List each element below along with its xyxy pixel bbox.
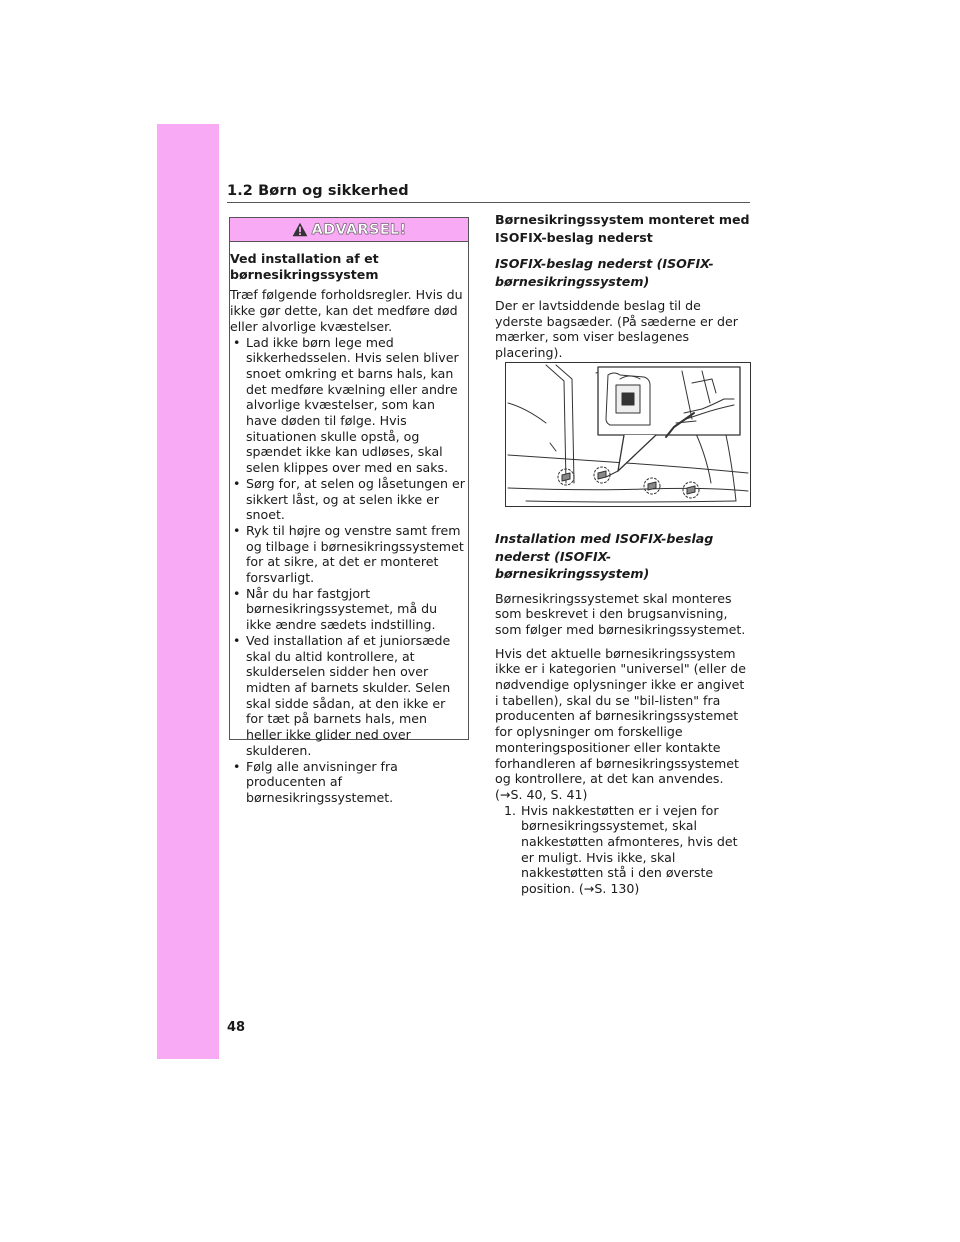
isofix-anchor-illustration [505, 362, 751, 507]
warning-bullet: • Ved installation af et juniorsæde skal du altid kontrollere, at skulderselen sidder hen over midten af barnets skulder. Selen skal sidde sådan, at den ikke er for tæt på barnets hals, men heller ikke glider ned over skulderen. [230, 633, 466, 759]
right-column [495, 211, 751, 361]
warning-title-bar [230, 218, 468, 242]
page-number: 48 [227, 1020, 246, 1035]
warning-bullet: • Når du har fastgjort børnesikringssystemet, må du ikke ændre sædets indstilling. [230, 586, 466, 633]
step-text: Hvis nakkestøtten er i vejen for børnesikringssystemet, skal nakkestøtten afmonteres, hvis det er muligt. Hvis ikke, skal nakkestøtten stå i den øverste position. (→S. 130) [521, 802, 738, 897]
paragraph-universal: Hvis det aktuelle børnesikringssystem ikke er i kategorien "universel" (eller de nødvendige oplysninger ikke er angivet i tabellen), skal du se "bil-listen" fra producenten af børnesikringssystemet for oplysninger om forskellige monteringspositioner eller kontakte forhandleren af børnesikringssystemet og kontrollere, at det kan anvendes. (→S. 40, S. 41) [495, 645, 746, 802]
section-header [227, 180, 750, 203]
subheading-installation: Installation med ISOFIX-beslag nederst (ISOFIX-børnesikringssystem) [495, 531, 714, 581]
warning-bullet: • Lad ikke børn lege med sikkerhedsselen. Hvis selen bliver snoet omkring et barns hals, kan det medføre kvælning eller andre alvorlige kvæstelser, som kan have døden til følge. Hvis situationen skulle opstå, og spændet ikke kan udløses, skal selen klippes over med en saks. [230, 335, 466, 476]
section-heading: Børnesikringssystem monteret med ISOFIX-beslag nederst [495, 212, 750, 245]
warning-triangle-icon [292, 222, 308, 237]
warning-bullet: • Ryk til højre og venstre samt frem og tilbage i børnesikringssystemet for at sikre, at det er monteret forsvarligt. [230, 523, 466, 586]
paragraph-anchors: Der er lavtsiddende beslag til de yderste bagsæder. (På sæderne er der mærker, som viser beslagenes placering). [495, 298, 738, 361]
section-side-tab [157, 124, 219, 1059]
warning-title: ADVARSEL! [311, 221, 407, 238]
warning-subtitle: Ved installation af et børnesikringssystem [230, 251, 379, 282]
warning-bullet: • Sørg for, at selen og låsetungen er sikkert låst, og at selen ikke er snoet. [230, 476, 466, 523]
subheading-anchors: ISOFIX-beslag nederst (ISOFIX-børnesikringssystem) [495, 256, 714, 289]
warning-content [230, 251, 466, 806]
seat-anchor-drawing [506, 363, 750, 506]
paragraph-instructions: Børnesikringssystemet skal monteres som beskrevet i den brugsanvisning, som følger med børnesikringssystemet. [495, 590, 746, 637]
step-number: 1. [504, 802, 517, 818]
step-item [495, 803, 751, 897]
warning-box [229, 217, 469, 805]
right-column-lower [495, 530, 751, 897]
section-title: 1.2 Børn og sikkerhed [227, 183, 409, 199]
warning-intro: Træf følgende forholdsregler. Hvis du ikke gør dette, kan det medføre død eller alvorlige kvæstelser. [230, 287, 463, 334]
warning-bullet: • Følg alle anvisninger fra producenten af børnesikringssystemet. [230, 759, 466, 806]
